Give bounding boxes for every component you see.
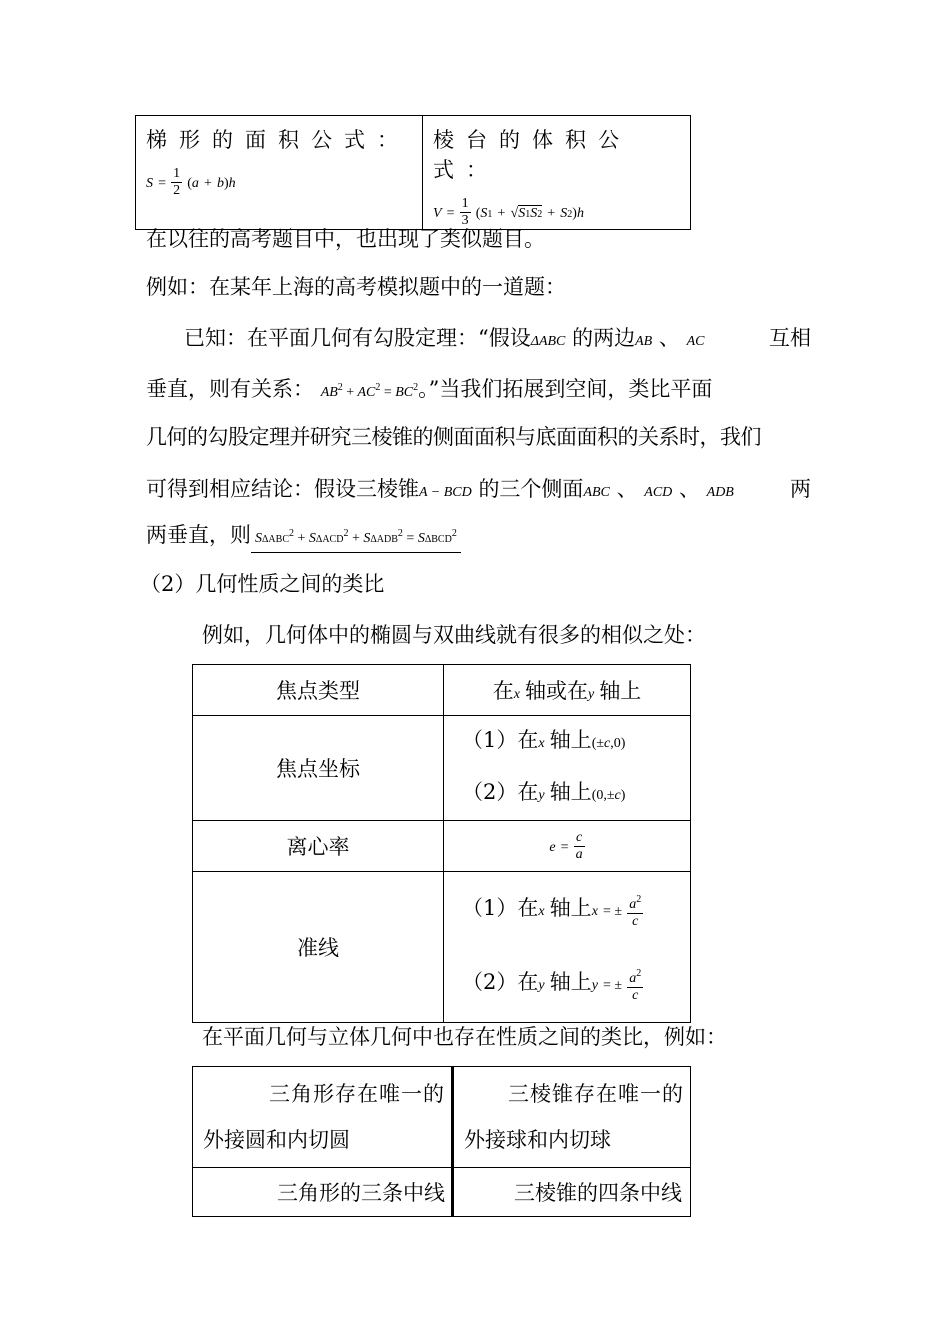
p6-text-c: 、 bbox=[616, 477, 638, 501]
p3-text-a: 已知：在平面几何有勾股定理：“假设 bbox=[184, 326, 531, 350]
frustum-formula-header: 棱台的体积公式： bbox=[433, 128, 631, 182]
ellipse-table bbox=[192, 664, 691, 1023]
triangle-abc: ΔABC bbox=[530, 334, 566, 349]
p3-text-d: 互相 bbox=[769, 326, 811, 350]
analogy-table bbox=[192, 1066, 691, 1217]
focus-x-axis: （1）在x 轴上(±c,0) bbox=[462, 728, 626, 752]
eccentricity-label: 离心率 bbox=[193, 821, 444, 872]
focus-type-value: 在x 轴或在y 轴上 bbox=[444, 665, 691, 716]
trapezoid-formula-cell bbox=[136, 116, 423, 230]
p7-text-a: 两垂直，则 bbox=[146, 523, 251, 547]
paragraph-7 bbox=[146, 510, 811, 560]
focus-coord-value bbox=[444, 716, 691, 821]
directrix-label: 准线 bbox=[193, 872, 444, 1023]
p6-text-b: 的三个侧面 bbox=[478, 477, 584, 501]
p3-text-c: 、 bbox=[658, 326, 680, 350]
directrix-y-axis: （2）在y 轴上y = ± $\frac{a^2}{c}$ bbox=[462, 967, 642, 1003]
p6-text-a: 可得到相应结论：假设三棱锥 bbox=[146, 477, 419, 501]
p3-text-b: 的两边 bbox=[572, 326, 636, 350]
focus-coord-label: 焦点坐标 bbox=[193, 716, 444, 821]
paragraph-5: 几何的勾股定理并研究三棱锥的侧面面积与底面面积的关系时，我们 bbox=[146, 425, 761, 449]
pyramid-spheres-cell: 三棱锥存在唯一的 外接球和内切球 bbox=[453, 1067, 691, 1168]
p6-text-d: 、 bbox=[678, 477, 700, 501]
side-ab: AB bbox=[635, 334, 653, 349]
triangle-circles-cell: 三角形存在唯一的 外接圆和内切圆 bbox=[193, 1067, 453, 1168]
frustum-formula-cell bbox=[423, 116, 691, 230]
pyramid-a-bcd: A − BCD bbox=[419, 485, 472, 500]
paragraph-8: 例如，几何体中的椭圆与双曲线就有很多的相似之处： bbox=[202, 623, 706, 647]
eccentricity-value: e = $\frac{c}{a}$ bbox=[444, 821, 691, 872]
pyramid-medians-cell: 三棱锥的四条中线 bbox=[453, 1168, 691, 1217]
focus-type-label: 焦点类型 bbox=[193, 665, 444, 716]
paragraph-1: 在以往的高考题目中，也出现了类似题目。 bbox=[146, 227, 545, 251]
face-adb: ADB bbox=[706, 485, 734, 500]
trapezoid-formula: S = $\frac{1}{2}$ (a + b)h bbox=[146, 166, 236, 198]
paragraph-2: 例如：在某年上海的高考模拟题中的一道题： bbox=[146, 275, 566, 299]
directrix-value bbox=[444, 872, 691, 1023]
focus-y-axis: （2）在y 轴上(0,±c) bbox=[462, 780, 626, 804]
paragraph-9: 在平面几何与立体几何中也存在性质之间的类比，例如： bbox=[202, 1025, 727, 1049]
p4-text-a: 垂直，则有关系： bbox=[146, 377, 314, 401]
frustum-formula: V = $\frac{1}{3}$ (S1 + √S1S2 + S2)h bbox=[433, 196, 584, 228]
triangle-medians-cell: 三角形的三条中线 bbox=[193, 1168, 453, 1217]
formula-table bbox=[135, 115, 691, 230]
face-acd: ACD bbox=[644, 485, 673, 500]
paragraph-3 bbox=[146, 313, 811, 367]
directrix-x-axis: （1）在x 轴上x = ± $\frac{a^2}{c}$ bbox=[462, 893, 642, 929]
p6-text-e: 两 bbox=[790, 477, 811, 501]
section-2-heading: （2）几何性质之间的类比 bbox=[140, 572, 385, 596]
side-ac: AC bbox=[686, 334, 705, 349]
face-abc: ABC bbox=[583, 485, 610, 500]
trapezoid-formula-header: 梯形的面积公式： bbox=[146, 128, 410, 152]
area-sum-formula: $S\Delta ABC^2 + S\Delta ACD^2 + S\Delta ADB^2 = S\Delta BCD^2$ bbox=[251, 524, 461, 553]
paragraph-4 bbox=[146, 363, 811, 418]
p4-text-b: 。”当我们拓展到空间，类比平面 bbox=[418, 377, 713, 401]
pythagorean-relation: $AB^2 + AC^2 = BC^2$ bbox=[320, 382, 419, 400]
